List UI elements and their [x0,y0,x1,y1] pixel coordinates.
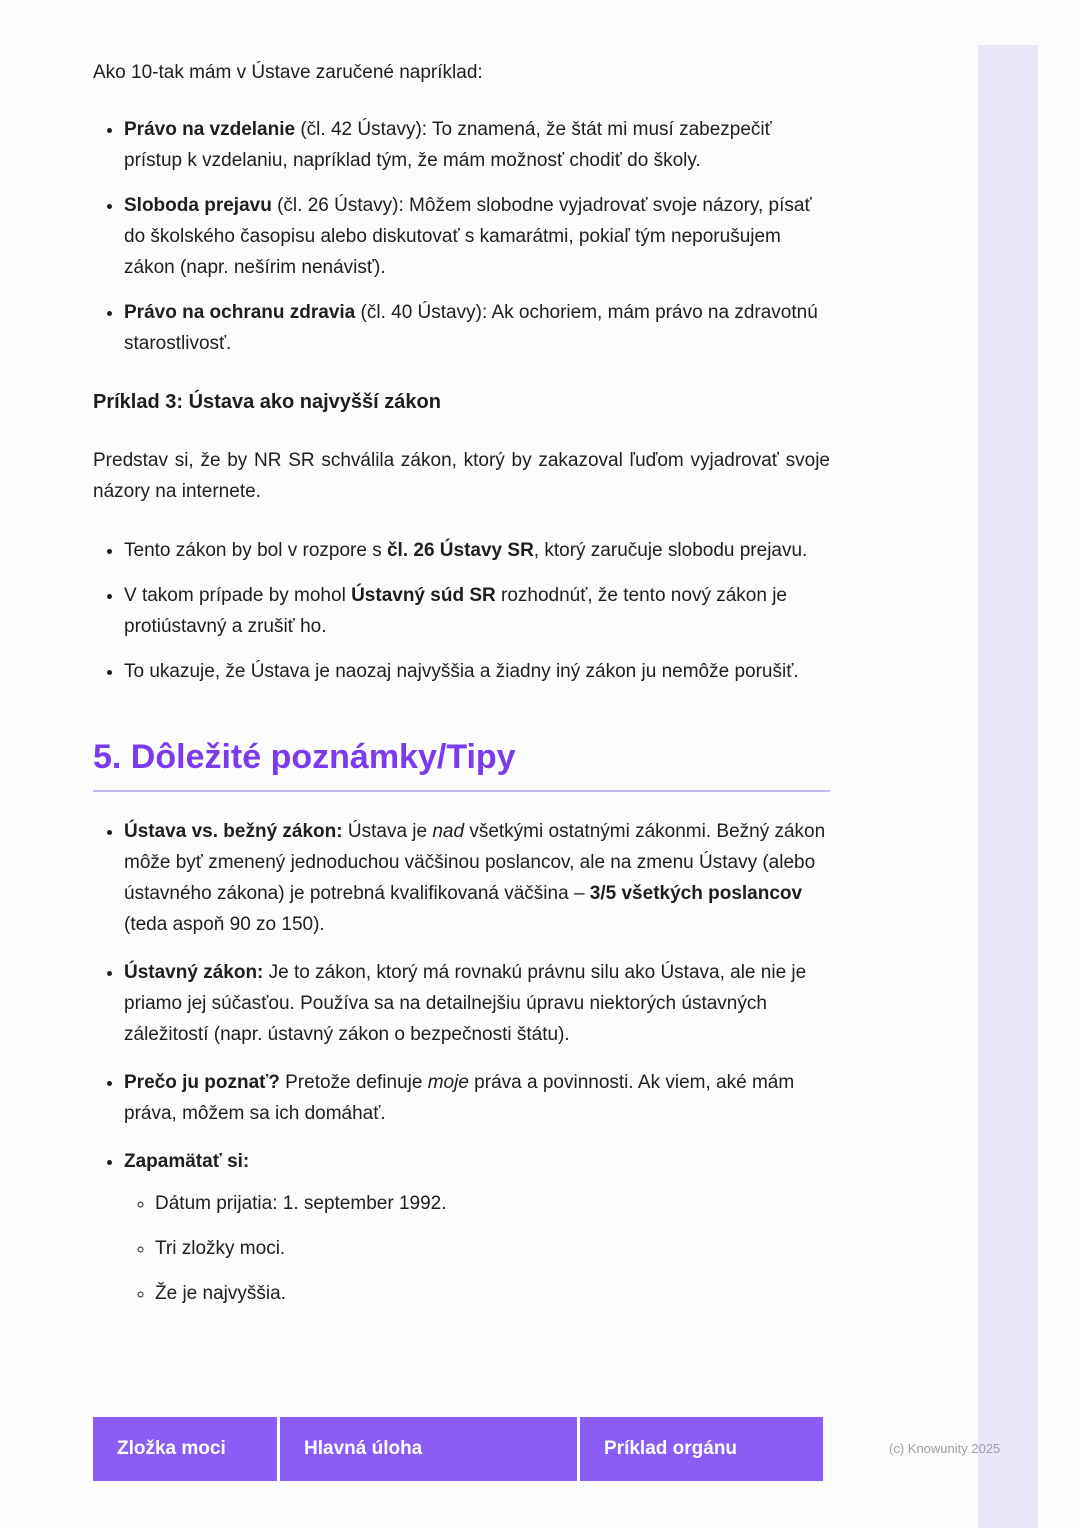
list-item [124,297,830,359]
sublist-item: ◦ Tri zložky moci. [155,1233,830,1264]
sublist-item: ◦ Že je najvyššia. [155,1278,830,1309]
table-header-cell: Zložka moci [93,1417,277,1481]
list-item-text: Tento zákon by bol v rozpore s čl. 26 Ústavy SR, ktorý zaručuje slobodu prejavu. [124,540,808,561]
section-heading: 5. Dôležité poznámky/Tipy [93,738,516,776]
list-item-text: Sloboda prejavu (čl. 26 Ústavy): Môžem slobodne vyjadrovať svoje názory, písať do školského časopisu alebo diskutovať s kamarátmi, pokiaľ tým neporušujem zákon (napr. nešírim nenávisť). [124,195,812,278]
list-item-text: Ústavný zákon: Je to zákon, ktorý má rovnakú právnu silu ako Ústava, ale nie je priamo jej súčasťou. Používa sa na detailnejšiu úpravu niektorých ústavných záležitostí (napr. ústavný zákon o bezpečnosti štátu). [124,962,807,1045]
list-item [124,114,830,176]
table-header-cell: Príklad orgánu [580,1417,823,1481]
list-item-text: Právo na vzdelanie (čl. 42 Ústavy): To znamená, že štát mi musí zabezpečiť prístup k vzdelaniu, napríklad tým, že mám možnosť chodiť do školy. [124,119,772,171]
section-divider [93,790,830,792]
table-header-row [93,1417,823,1481]
list-item-text: Prečo ju poznať? Pretože definuje moje práva a povinnosti. Ak viem, aké mám práva, môžem sa ich domáhať. [124,1072,795,1124]
rights-list [93,114,830,359]
list-item [124,1146,830,1309]
intro-paragraph: Ako 10-tak mám v Ústave zaručené napríklad: [93,62,483,83]
example-heading: Príklad 3: Ústava ako najvyšší zákon [93,391,441,413]
list-item-text: Právo na ochranu zdravia (čl. 40 Ústavy): Ak ochoriem, mám právo na zdravotnú starostlivosť. [124,302,818,354]
example-paragraph: Predstav si, že by NR SR schválila zákon, ktorý by zakazoval ľuďom vyjadrovať svoje názory na internete. [93,450,830,502]
list-item [124,190,830,283]
list-item [124,656,830,687]
list-item-text: V takom prípade by mohol Ústavný súd SR rozhodnúť, že tento nový zákon je protiústavný a zrušiť ho. [124,585,787,637]
list-item [124,816,830,940]
list-item-text: Ústava vs. bežný zákon: Ústava je nad všetkými ostatnými zákonmi. Bežný zákon môže byť zmenený jednoduchou väčšinou poslancov, ale na zmenu Ústavy (alebo ústavného zákona) je potrebná kvalifikovaná väčšina – 3/5 všetkých poslancov (teda aspoň 90 zo 150). [124,821,826,935]
list-item-text: To ukazuje, že Ústava je naozaj najvyššia a žiadny iný zákon ju nemôže porušiť. [124,661,799,682]
copyright-footer: (c) Knowunity 2025 [889,1441,1001,1456]
list-item-text: Zapamätať si: [124,1151,250,1172]
list-item [124,1067,830,1129]
sublist-item: ◦ Dátum prijatia: 1. september 1992. [155,1188,830,1219]
memorize-sublist [124,1188,830,1309]
page-margin-strip [978,45,1038,1528]
list-item [124,957,830,1050]
example-list [93,535,830,687]
tips-list [93,816,830,1309]
list-item [124,535,830,566]
list-item [124,580,830,642]
document-content [93,57,830,1326]
table-header-cell: Hlavná úloha [280,1417,577,1481]
